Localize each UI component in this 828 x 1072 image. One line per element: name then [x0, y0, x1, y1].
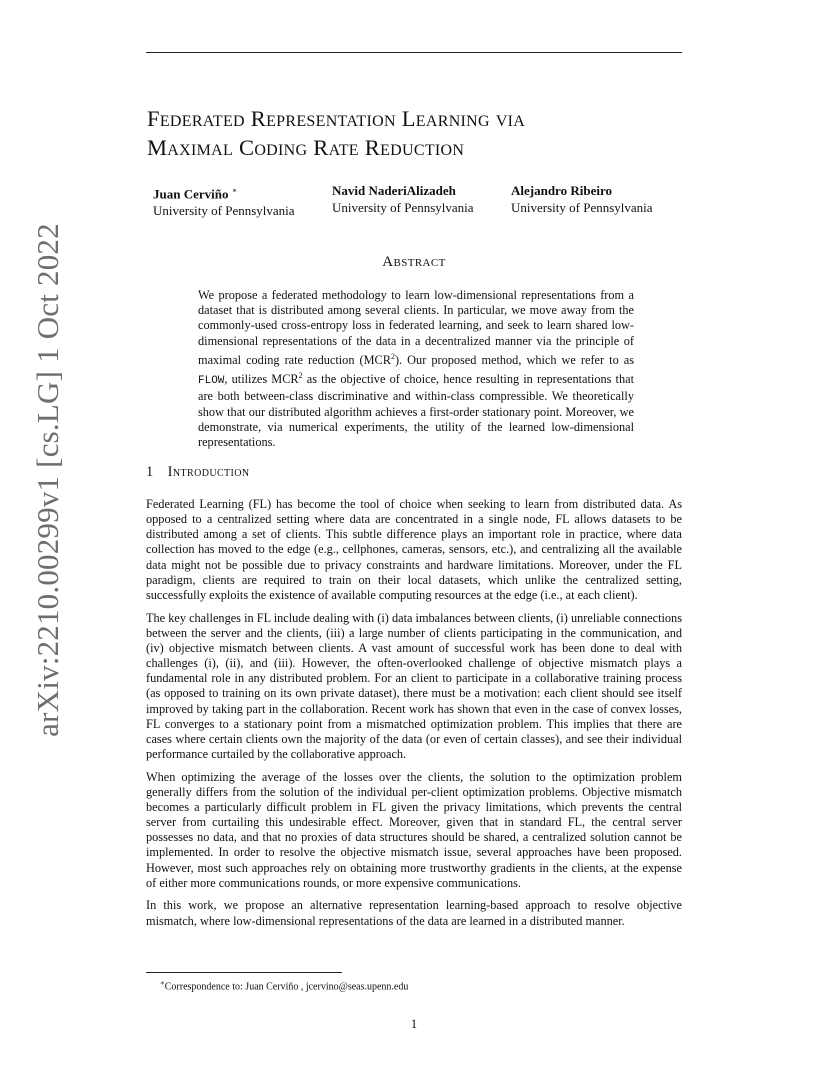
paragraph: The key challenges in FL include dealing with (i) data imbalances between clients, (i) unreliable connections between the server and the clients, (iii) a large number of clients participating in the communication, and (iv) objective mismatch between clients. A vast amount of successful work has been done to deal with challenges (i), (ii), and (iii). However, the often-overlooked challenge of objective mismatch plays a fundamental role in any distributed problem. For an client to participate in a collaborative training process (as opposed to training on its own private dataset), there must be a motivation: each client should see itself improved by taking part in the collaboration. Recent work has shown that even in the case of convex losses, FL converges to a stationary point from a mismatched optimization problem. This implies that there are cases where certain clients own the majority of the data (or even of certain classes), and see their individual performance curtailed by the collaborative approach.: [146, 610, 682, 761]
author-name: Alejandro Ribeiro: [511, 183, 612, 198]
footnote: [160, 977, 408, 993]
author-1: [153, 182, 295, 219]
abstract-part: as the objective of choice, hence resulting in representations that are both between-class discriminative and within-class compressible. We theoretically show that our distributed algorithm achieves a first-order stationary point. Moreover, we demonstrate, via numerical experiments, the utility of the learned low-dimensional representations.: [198, 372, 634, 450]
author-3: [511, 182, 653, 216]
footnote-marker: ∗: [160, 979, 165, 987]
section-number: 1: [146, 464, 154, 480]
abstract-text: [198, 288, 634, 450]
section-title: Introduction: [167, 464, 250, 480]
paragraph: In this work, we propose an alternative representation learning-based approach to resolve objective mismatch, where low-dimensional representations of the data are learned in a distributed manner.: [146, 898, 682, 928]
section-heading: [146, 464, 250, 481]
title-line-1: Federated Representation Learning via: [147, 106, 526, 131]
abstract-heading: Abstract: [382, 254, 446, 270]
footnote-rule: [146, 972, 342, 973]
title-line-2: Maximal Coding Rate Reduction: [147, 135, 465, 160]
page-number: 1: [410, 1017, 418, 1031]
abstract-superscript: 2: [390, 351, 395, 361]
abstract-superscript: 2: [298, 371, 303, 381]
author-affiliation: University of Pennsylvania: [332, 200, 474, 215]
footnote-text: Correspondence to: Juan Cerviño , jcervino@seas.upenn.edu: [164, 981, 409, 993]
author-2: [332, 182, 474, 216]
paper-title: [147, 104, 687, 162]
author-affiliation: University of Pennsylvania: [511, 200, 653, 215]
abstract-part: ). Our proposed method, which we refer to as: [394, 352, 634, 367]
method-name: FLOW: [198, 375, 225, 388]
author-affiliation: University of Pennsylvania: [153, 203, 295, 219]
author-name: Navid NaderiAlizadeh: [332, 183, 456, 198]
author-name-text: Juan Cerviño: [153, 186, 229, 202]
abstract-part: , utilizes MCR: [224, 372, 299, 387]
author-footnote-marker: ∗: [231, 186, 238, 195]
paragraph: Federated Learning (FL) has become the tool of choice when seeking to learn from distributed data. As opposed to a centralized setting where data are concentrated in a single node, FL allows datasets to be distributed among a set of clients. This subtle difference plays an important role in practice, where data collection has moved to the edge (e.g., cellphones, cameras, sensors, etc.), and centralizing all the available data might not be possible due to privacy constraints and hardware limitations. Moreover, under the FL paradigm, clients are required to train on their local datasets, which unlike the centralized setting, successfully exploits the existence of available computing resources at the edge (i.e., at each client).: [146, 497, 682, 602]
arxiv-identifier: arXiv:2210.00299v1 [cs.LG] 1 Oct 2022: [30, 223, 65, 737]
introduction-body: [146, 497, 682, 936]
author-name: [153, 182, 295, 202]
top-rule: [146, 52, 682, 53]
abstract-part: We propose a federated methodology to learn low-dimensional representations from a dataset that is distributed among several clients. In particular, we move away from the commonly-used cross-entropy loss in federated learning, and seek to learn shared low-dimensional representations of the data in a decentralized manner via the principle of maximal coding rate reduction (MCR: [198, 288, 634, 367]
paragraph: When optimizing the average of the losses over the clients, the solution to the optimization problem generally differs from the solution of the individual per-client optimization problems. Objective mismatch becomes a particularly difficult problem in FL given the privacy limitations, which prevents the central server from curtailing this undesirable effect. Moreover, given that in standard FL, the central server possesses no data, and that no proxies of data structures should be shared, a centralized solution cannot be implemented. In order to resolve the objective mismatch issue, several approaches have been proposed. However, most such approaches rely on obtaining more trustworthy gradients in the clients, at the expense of either more communications rounds, or more expensive communications.: [146, 769, 682, 890]
